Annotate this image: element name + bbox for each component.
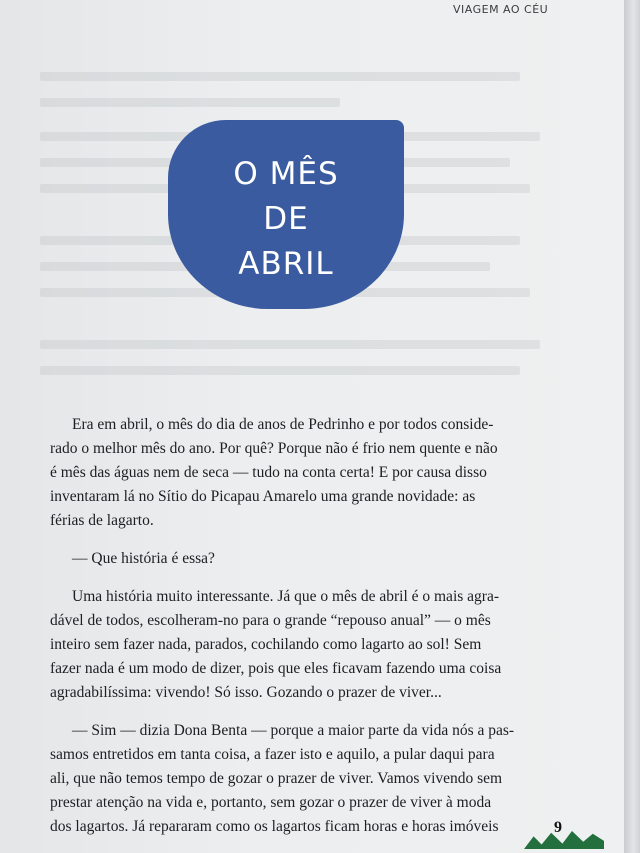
running-head: VIAGEM AO CÉU [453, 3, 549, 16]
text-line: prestar atenção na vida e, portanto, sem gozar o prazer de viver à moda [50, 794, 492, 811]
text-line: inventaram lá no Sítio do Picapau Amarelo uma grande novidade: as [50, 488, 476, 505]
paragraph [50, 585, 550, 705]
paragraph [50, 719, 550, 839]
text-line: samos entretidos em tanta coisa, a fazer isto e aquilo, a pular daqui para [50, 746, 495, 763]
text-line: rado o melhor mês do ano. Por quê? Porque não é frio nem quente e não [50, 440, 498, 457]
text-line: agradabilíssima: vivendo! Só isso. Gozando o prazer de viver... [50, 684, 442, 701]
grass-band [524, 831, 604, 849]
text-line: Uma história muito interessante. Já que o mês de abril é o mais agra- [72, 588, 499, 605]
page-edge [624, 0, 640, 853]
paragraph [50, 547, 550, 571]
paragraph [50, 413, 550, 533]
bleed-through [40, 340, 540, 349]
text-line: é mês das águas nem de seca — tudo na conta certa! E por causa disso [50, 464, 487, 481]
bleed-through [40, 72, 520, 81]
text-line: ali, que não temos tempo de gozar o prazer de viver. Vamos vivendo sem [50, 770, 503, 787]
text-line: inteiro sem fazer nada, parados, cochilando como lagarto ao sol! Sem [50, 636, 482, 653]
chapter-title [168, 152, 404, 287]
bleed-through [40, 366, 520, 375]
text-line: dos lagartos. Já repararam como os lagartos ficam horas e horas imóveis [50, 818, 499, 835]
chapter-title-line: O MÊS [233, 156, 339, 192]
chapter-title-line: DE [263, 201, 309, 237]
text-line: fazer nada é um modo de dizer, pois que eles ficavam fazendo uma coisa [50, 660, 502, 677]
text-line: — Que história é essa? [72, 550, 215, 567]
page-number-area [524, 819, 604, 849]
text-line: dável de todos, escolheram-no para o grande “repouso anual” — o mês [50, 612, 491, 629]
bleed-through [40, 98, 340, 107]
text-line: férias de lagarto. [50, 512, 154, 529]
page-number: 9 [554, 819, 562, 836]
chapter-title-line: ABRIL [238, 246, 334, 282]
text-line: Era em abril, o mês do dia de anos de Pedrinho e por todos conside- [72, 416, 494, 433]
text-line: — Sim — dizia Dona Benta — porque a maior parte da vida nós a pas- [72, 722, 515, 739]
body-text [50, 413, 550, 853]
